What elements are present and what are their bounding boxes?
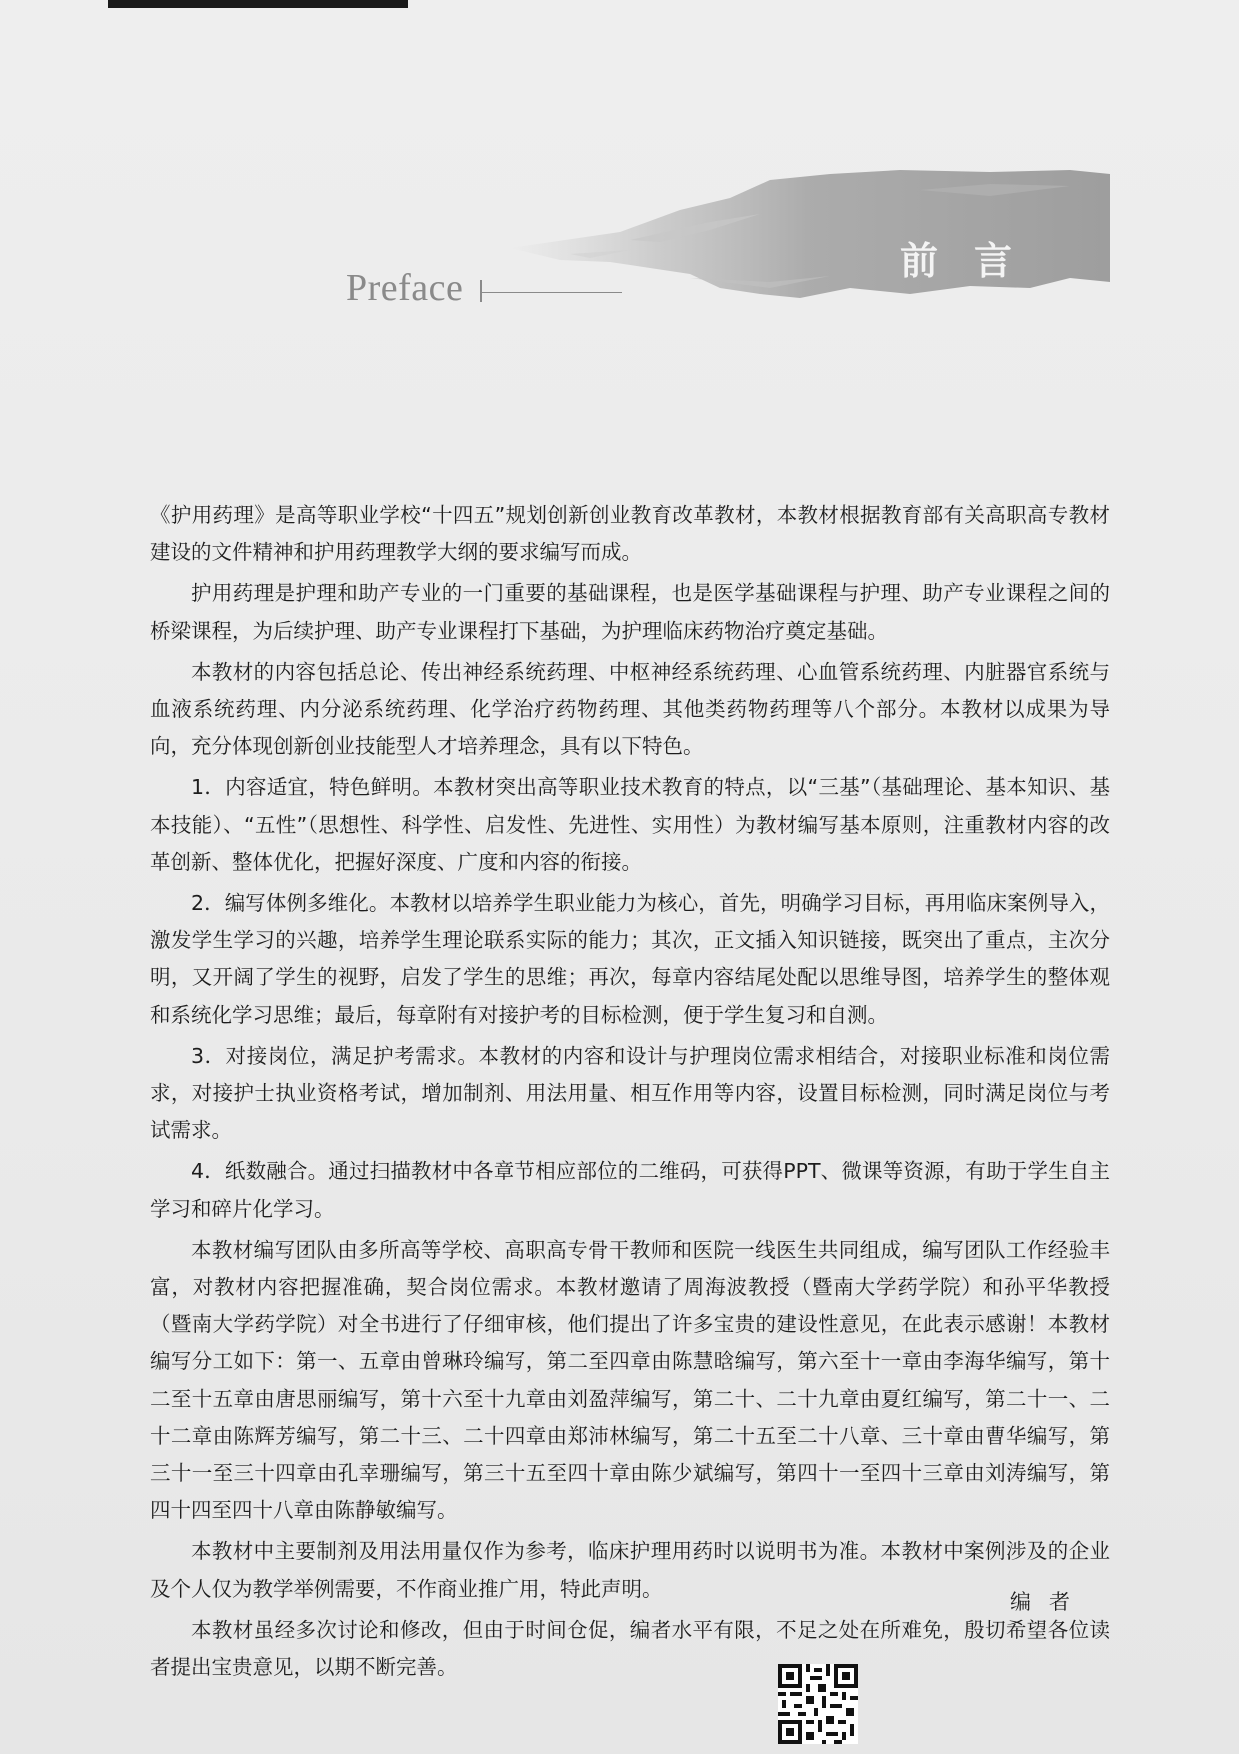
signature: 编者 — [1010, 1590, 1088, 1614]
preface-rule-line — [482, 292, 622, 293]
paragraph-disclaimer: 本教材中主要制剂及用法用量仅作为参考，临床护理用药时以说明书为准。本教材中案例涉及的企业及个人仅为教学举例需要，不作商业推广用，特此声明。 — [150, 1539, 1110, 1601]
paragraph-feature-2: 2．编写体例多维化。本教材以培养学生职业能力为核心，首先，明确学习目标，再用临床案例导入，激发学生学习的兴趣，培养学生理论联系实际的能力；其次，正文插入知识链接，既突出了重点，主次分明，又开阔了学生的视野，启发了学生的思维；再次，每章内容结尾处配以思维导图，培养学生的整体观和系统化学习思维；最后，每章附有对接护考的目标检测，便于学生复习和自测。 — [150, 891, 1110, 1027]
preface-body — [150, 497, 1110, 1690]
scan-edge-shadow — [108, 0, 408, 8]
paragraph-course-role: 护用药理是护理和助产专业的一门重要的基础课程，也是医学基础课程与护理、助产专业课程之间的桥梁课程，为后续护理、助产专业课程打下基础，为护理临床药物治疗奠定基础。 — [150, 581, 1110, 643]
preface-english-label: Preface — [346, 267, 464, 309]
paragraph-intro: 《护用药理》是高等职业学校“十四五”规划创新创业教育改革教材，本教材根据教育部有关高职高专教材建设的文件精神和护用药理教学大纲的要求编写而成。 — [150, 503, 1110, 565]
paragraph-feature-4: 4．纸数融合。通过扫描教材中各章节相应部位的二维码，可获得PPT、微课等资源，有助于学生自主学习和碎片化学习。 — [150, 1159, 1110, 1221]
paragraph-feature-3: 3．对接岗位，满足护考需求。本教材的内容和设计与护理岗位需求相结合，对接职业标准和岗位需求，对接护士执业资格考试，增加制剂、用法用量、相互作用等内容，设置目标检测，同时满足岗位与考试需求。 — [150, 1043, 1110, 1143]
qr-code-graphic — [778, 1664, 858, 1744]
paragraph-closing: 本教材虽经多次讨论和修改，但由于时间仓促，编者水平有限，不足之处在所难免，殷切希望各位读者提出宝贵意见，以期不断完善。 — [150, 1617, 1110, 1680]
paragraph-feature-1: 1．内容适宜，特色鲜明。本教材突出高等职业技术教育的特点，以“三基”（基础理论、基本知识、基本技能）、“五性”（思想性、科学性、启发性、先进性、实用性）为教材编写基本原则，注重教材内容的改革创新、整体优化，把握好深度、广度和内容的衔接。 — [150, 775, 1110, 874]
preface-tick-mark — [480, 280, 482, 302]
preface-chinese-title: 前言 — [900, 238, 1049, 283]
qr-code — [778, 1664, 858, 1744]
paragraph-contents: 本教材的内容包括总论、传出神经系统药理、中枢神经系统药理、心血管系统药理、内脏器官系统与血液系统药理、内分泌系统药理、化学治疗药物药理、其他类药物药理等八个部分。本教材以成果为导向，充分体现创新创业技能型人才培养理念，具有以下特色。 — [150, 659, 1110, 759]
paragraph-authors: 本教材编写团队由多所高等学校、高职高专骨干教师和医院一线医生共同组成，编写团队工作经验丰富，对教材内容把握准确，契合岗位需求。本教材邀请了周海波教授（暨南大学药学院）和孙平华教授（暨南大学药学院）对全书进行了仔细审核，他们提出了许多宝贵的建设性意见，在此表示感谢！本教材编写分工如下：第一、五章由曾琳玲编写，第二至四章由陈慧晗编写，第六至十一章由李海华编写，第十二至十五章由唐思丽编写，第十六至十九章由刘盈萍编写，第二十、二十九章由夏红编写，第二十一、二十二章由陈辉芳编写，第二十三、二十四章由郑沛林编写，第二十五至二十八章、三十章由曹华编写，第三十一至三十四章由孔幸珊编写，第三十五至四十章由陈少斌编写，第四十一至四十三章由刘涛编写，第四十四至四十八章由陈静敏编写。 — [150, 1237, 1110, 1523]
